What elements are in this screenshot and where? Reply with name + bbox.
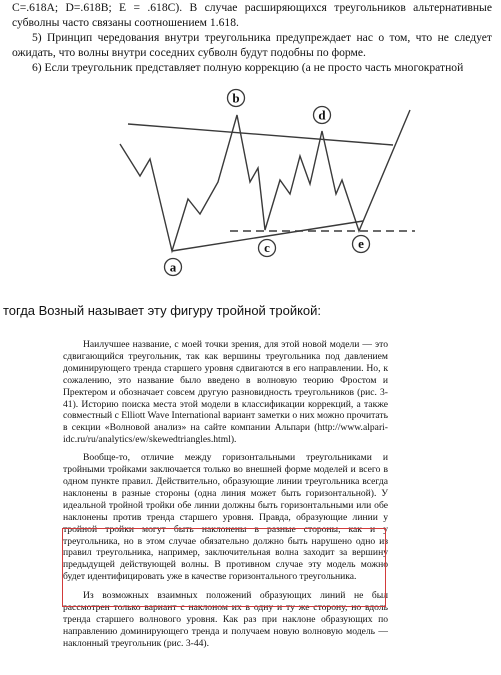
- excerpt-paragraph-3: Из возможных взаимных положений образующих линий не был рассмотрен только вариант с наклоном их в одну и ту же сторону, но вдоль тренда старшего волнового уровня. Как раз при наклоне образующих по направлению доминирующего тренда и получаем новую волновую модель — наклонный треугольник (рис. 3-44).: [63, 590, 388, 649]
- label-d: d: [318, 107, 326, 123]
- triangle-diagram: [110, 84, 430, 284]
- label-b: b: [232, 90, 240, 106]
- caption: тогда Возный называет эту фигуру тройной тройкой:: [3, 303, 322, 318]
- top-text: [12, 0, 492, 75]
- top-paragraph-2: 5) Принцип чередования внутри треугольника предупреждает нас о том, что не следует ожидать, что волны внутри соседних субволн будут подобны по форме.: [12, 31, 492, 59]
- top-paragraph-3: 6) Если треугольник представляет полную коррекцию (а не просто часть многократной: [32, 61, 464, 74]
- label-a: a: [169, 259, 177, 275]
- wave-path: [120, 107, 410, 251]
- upper-trendline: [128, 124, 393, 145]
- label-c: c: [264, 240, 270, 255]
- excerpt-paragraph-1: Наилучшее название, с моей точки зрения, для этой новой модели — это сдвигающийся треугольник, так как вершины треугольника под давлением доминирующего тренда старшего уровня сдвигаются в его направлении. Но, к сожалению, это название было введено в волновую теорию Фростом и Пректером и обозначает совсем другую разновидность треугольников (рис. 3-41). Историю поиска места этой модели в классификации коррекций, а также совместный с Elliott Wave International вариант заметки о них можно прочитать в секции «Волновой анализ» на сайте компании Альпари (http://www.alpari-idc.ru/ru/analytics/ew/skewedtriangles.html).: [63, 339, 388, 446]
- top-paragraph-1: C=.618A; D=.618B; E = .618C). В случае расширяющихся треугольников альтернативные субволны часто связаны соотношением 1.618.: [12, 1, 492, 29]
- label-e: e: [358, 236, 364, 251]
- excerpt-paragraph-2: Вообще-то, отличие между горизонтальными треугольниками и тройными тройками заключается только во внешней форме моделей и всего в одном пункте правил. Действительно, образующие линии треугольника всегда наклонены в разные стороны (одна линия может быть горизонтальной). У идеальной тройной тройки обе линии должны быть горизонтальными или обе наклонены против тренда старшего уровня. Правда, образующие линии у тройной тройки могут быть наклонены в разные стороны, как и у треугольника, но в этом случае обязательно должно быть нарушено одно из правил треугольника, например, заключительная волна заходит за вершину предыдущей действующей волны. В противном случае эту модель можно будет идентифицировать уже в качестве горизонтального треугольника.: [63, 452, 388, 583]
- highlight-box: [62, 528, 386, 607]
